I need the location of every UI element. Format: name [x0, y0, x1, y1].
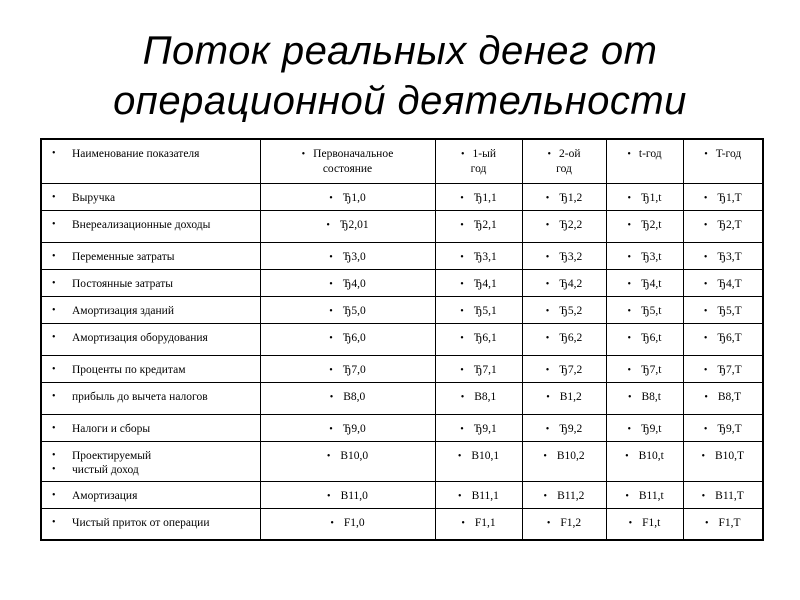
- bullet-icon: •: [457, 450, 462, 462]
- bullet-icon: •: [329, 423, 333, 435]
- cell-value: В10,t: [638, 449, 664, 462]
- bullet-icon: •: [329, 332, 333, 344]
- row-label-cell: [41, 296, 260, 323]
- cell-value: Ђ2,T: [717, 218, 742, 231]
- cell-value: Ђ1,2: [559, 191, 583, 204]
- row-label-cell: [41, 355, 260, 382]
- bullet-icon: •: [460, 278, 464, 290]
- table-row: [41, 183, 763, 210]
- cell-value: Ђ6,2: [559, 331, 583, 344]
- value-cell: [683, 183, 763, 210]
- bullet-icon: •: [627, 278, 632, 290]
- value-cell: [522, 355, 606, 382]
- value-cell: [606, 210, 683, 242]
- table-row: [41, 382, 763, 414]
- row-label: Налоги и сборы: [72, 422, 151, 435]
- bullet-icon: •: [627, 305, 632, 317]
- value-cell: [522, 210, 606, 242]
- table-row: [41, 269, 763, 296]
- cell-value: Ђ2,01: [339, 218, 369, 231]
- value-cell: [435, 323, 522, 355]
- cell-value: Ђ4,1: [473, 277, 497, 290]
- value-cell: [683, 414, 763, 441]
- value-cell: [606, 183, 683, 210]
- table-row: [41, 296, 763, 323]
- row-label: прибыль до вычета налогов: [72, 390, 208, 403]
- value-cell: [435, 441, 522, 481]
- cell-value: В1,2: [559, 390, 582, 403]
- cell-value: В10,0: [340, 449, 369, 462]
- value-cell: [606, 414, 683, 441]
- cell-value: Ђ9,1: [473, 422, 497, 435]
- header-year2-line1: 2-ой: [559, 148, 581, 160]
- table-row: [41, 242, 763, 269]
- value-cell: [260, 210, 435, 242]
- bullet-icon: •: [704, 517, 709, 529]
- row-label: Выручка: [72, 191, 116, 204]
- cell-value: Ђ5,T: [717, 304, 742, 317]
- cell-value: Ђ1,t: [641, 191, 662, 204]
- row-label-cell: [41, 382, 260, 414]
- value-cell: [683, 210, 763, 242]
- value-cell: [522, 441, 606, 481]
- slide-title: [40, 26, 760, 126]
- value-cell: [522, 242, 606, 269]
- cell-value: F1,T: [718, 516, 741, 529]
- value-cell: [435, 382, 522, 414]
- bullet-icon: •: [543, 490, 548, 502]
- bullet-icon: •: [703, 332, 708, 344]
- cell-value: Ђ3,t: [641, 250, 662, 263]
- bullet-icon: •: [703, 364, 708, 376]
- cell-value: Ђ4,t: [641, 277, 662, 290]
- value-cell: [260, 296, 435, 323]
- bullet-icon: •: [461, 149, 465, 160]
- bullet-icon: •: [460, 364, 464, 376]
- bullet-icon: •: [627, 332, 632, 344]
- bullet-icon: •: [545, 332, 550, 344]
- bullet-icon: •: [545, 278, 550, 290]
- value-cell: [522, 183, 606, 210]
- cell-value: Ђ5,t: [641, 304, 662, 317]
- value-cell: [606, 269, 683, 296]
- cell-value: Ђ3,T: [717, 250, 742, 263]
- row-label-cell: [41, 441, 260, 481]
- table-row: [41, 414, 763, 441]
- value-cell: [260, 382, 435, 414]
- bullet-icon: •: [460, 219, 464, 231]
- row-label: Амортизация зданий: [72, 304, 174, 317]
- value-cell: [683, 269, 763, 296]
- header-cell-year2: [522, 139, 606, 183]
- row-label-cell: [41, 242, 260, 269]
- bullet-icon: •: [52, 277, 56, 289]
- value-cell: [606, 441, 683, 481]
- cell-value: В10,T: [714, 449, 745, 462]
- bullet-icon: •: [703, 423, 708, 435]
- bullet-icon: •: [52, 363, 56, 375]
- value-cell: [260, 323, 435, 355]
- cell-value: Ђ9,T: [717, 422, 742, 435]
- header-name-label: Наименование показателя: [72, 148, 200, 160]
- cell-value: Ђ7,T: [717, 363, 742, 376]
- value-cell: [522, 414, 606, 441]
- bullet-icon: •: [330, 517, 334, 529]
- row-label: Постоянные затраты: [72, 277, 173, 290]
- value-cell: [606, 382, 683, 414]
- cell-value: Ђ5,0: [342, 304, 366, 317]
- cell-value: Ђ6,t: [641, 331, 662, 344]
- cell-value: Ђ3,1: [473, 250, 497, 263]
- value-cell: [260, 441, 435, 481]
- header-year1-line1: 1-ый: [472, 148, 496, 160]
- slide-title-line-1: Поток реальных денег от: [142, 29, 658, 73]
- bullet-icon: •: [703, 219, 708, 231]
- value-cell: [683, 481, 763, 508]
- value-cell: [435, 242, 522, 269]
- value-cell: [606, 481, 683, 508]
- value-cell: [435, 183, 522, 210]
- bullet-icon: •: [461, 517, 465, 529]
- value-cell: [260, 269, 435, 296]
- bullet-icon: •: [704, 391, 708, 403]
- table-row: [41, 210, 763, 242]
- value-cell: [435, 210, 522, 242]
- cell-value: В10,2: [556, 449, 585, 462]
- cell-value: Ђ1,T: [717, 191, 742, 204]
- bullet-icon: •: [546, 391, 550, 403]
- bullet-icon: •: [52, 463, 56, 475]
- row-label: Чистый приток от операции: [72, 516, 210, 529]
- value-cell: [606, 242, 683, 269]
- table-row: [41, 481, 763, 508]
- table-header-row: [41, 139, 763, 183]
- table-body: [41, 183, 763, 540]
- bullet-icon: •: [329, 251, 333, 263]
- cell-value: Ђ5,1: [473, 304, 497, 317]
- bullet-icon: •: [545, 364, 550, 376]
- bullet-icon: •: [627, 219, 632, 231]
- cell-value: Ђ4,0: [342, 277, 366, 290]
- value-cell: [260, 481, 435, 508]
- bullet-icon: •: [52, 390, 56, 402]
- cell-value: В11,0: [340, 489, 368, 502]
- bullet-icon: •: [52, 191, 56, 203]
- value-cell: [435, 355, 522, 382]
- bullet-icon: •: [460, 192, 464, 204]
- bullet-icon: •: [460, 423, 464, 435]
- cell-value: Ђ9,2: [559, 422, 583, 435]
- cash-flow-table: [40, 138, 764, 541]
- bullet-icon: •: [627, 391, 632, 403]
- value-cell: [683, 296, 763, 323]
- header-initial-line2: состояние: [322, 163, 373, 175]
- bullet-icon: •: [329, 391, 334, 403]
- bullet-icon: •: [627, 149, 631, 160]
- bullet-icon: •: [52, 304, 56, 316]
- value-cell: [606, 355, 683, 382]
- table-row: [41, 441, 763, 481]
- cell-value: Ђ7,0: [342, 363, 366, 376]
- bullet-icon: •: [460, 251, 464, 263]
- value-cell: [683, 382, 763, 414]
- slide-title-line-2: операционной деятельности: [113, 79, 687, 123]
- cell-value: Ђ6,1: [473, 331, 497, 344]
- value-cell: [260, 242, 435, 269]
- value-cell: [435, 481, 522, 508]
- header-year-T: T-год: [715, 148, 742, 160]
- header-cell-initial: [260, 139, 435, 183]
- bullet-icon: •: [547, 149, 552, 160]
- cell-value: Ђ2,2: [559, 218, 583, 231]
- cell-value: В8,t: [641, 390, 661, 403]
- cell-value: F1,2: [560, 516, 582, 529]
- value-cell: [683, 242, 763, 269]
- bullet-icon: •: [701, 490, 706, 502]
- cell-value: Ђ9,0: [342, 422, 366, 435]
- value-cell: [260, 508, 435, 540]
- value-cell: [435, 414, 522, 441]
- cell-value: В11,2: [557, 489, 585, 502]
- cell-value: В8,0: [343, 390, 366, 403]
- bullet-icon: •: [703, 278, 708, 290]
- bullet-icon: •: [545, 251, 550, 263]
- row-label: Переменные затраты: [72, 250, 175, 263]
- bullet-icon: •: [326, 450, 331, 462]
- cell-value: В11,T: [715, 489, 744, 502]
- row-label: Амортизация: [72, 489, 138, 502]
- cell-value: Ђ6,0: [342, 331, 366, 344]
- header-year2-line2: год: [556, 163, 572, 175]
- bullet-icon: •: [460, 391, 465, 403]
- cell-value: Ђ2,1: [473, 218, 497, 231]
- row-label: чистый доход: [72, 463, 139, 476]
- bullet-icon: •: [52, 516, 56, 528]
- value-cell: [522, 508, 606, 540]
- row-label-cell: [41, 508, 260, 540]
- bullet-icon: •: [52, 449, 56, 461]
- row-label-cell: [41, 183, 260, 210]
- bullet-icon: •: [701, 450, 705, 462]
- value-cell: [260, 414, 435, 441]
- cell-value: F1,0: [343, 516, 365, 529]
- bullet-icon: •: [52, 422, 56, 434]
- header-initial-line1: Первоначальное: [313, 148, 394, 160]
- bullet-icon: •: [460, 305, 464, 317]
- bullet-icon: •: [627, 251, 632, 263]
- bullet-icon: •: [625, 490, 629, 502]
- bullet-icon: •: [546, 517, 551, 529]
- cell-value: Ђ3,2: [559, 250, 583, 263]
- header-cell-year1: [435, 139, 522, 183]
- bullet-icon: •: [627, 364, 632, 376]
- value-cell: [683, 355, 763, 382]
- bullet-icon: •: [545, 219, 550, 231]
- value-cell: [260, 183, 435, 210]
- table-row: [41, 355, 763, 382]
- bullet-icon: •: [52, 489, 56, 501]
- cell-value: В8,1: [474, 390, 497, 403]
- cell-value: F1,1: [474, 516, 496, 529]
- bullet-icon: •: [52, 331, 56, 343]
- value-cell: [606, 508, 683, 540]
- row-label: Внереализационные доходы: [72, 218, 211, 231]
- bullet-icon: •: [545, 423, 550, 435]
- header-cell-name: [41, 139, 260, 183]
- row-label: Амортизация оборудования: [72, 331, 208, 344]
- value-cell: [606, 323, 683, 355]
- bullet-icon: •: [458, 490, 462, 502]
- bullet-icon: •: [329, 305, 333, 317]
- header-cell-year-T: [683, 139, 763, 183]
- bullet-icon: •: [545, 192, 550, 204]
- cell-value: Ђ1,1: [473, 191, 497, 204]
- cell-value: В11,t: [638, 489, 664, 502]
- bullet-icon: •: [627, 423, 632, 435]
- bullet-icon: •: [52, 218, 56, 230]
- bullet-icon: •: [543, 450, 547, 462]
- table-row: [41, 323, 763, 355]
- bullet-icon: •: [703, 251, 708, 263]
- bullet-icon: •: [329, 192, 333, 204]
- cell-value: F1,t: [642, 516, 661, 529]
- bullet-icon: •: [460, 332, 464, 344]
- value-cell: [522, 269, 606, 296]
- value-cell: [683, 508, 763, 540]
- bullet-icon: •: [625, 450, 629, 462]
- cell-value: Ђ7,t: [641, 363, 662, 376]
- bullet-icon: •: [545, 305, 550, 317]
- bullet-icon: •: [52, 148, 56, 159]
- bullet-icon: •: [703, 305, 708, 317]
- row-label: Проценты по кредитам: [72, 363, 186, 376]
- bullet-icon: •: [703, 192, 708, 204]
- table-row: [41, 508, 763, 540]
- value-cell: [522, 296, 606, 323]
- header-year1-line2: год: [470, 163, 487, 175]
- value-cell: [522, 323, 606, 355]
- bullet-icon: •: [329, 278, 333, 290]
- bullet-icon: •: [704, 149, 708, 160]
- value-cell: [260, 355, 435, 382]
- row-label-cell: [41, 414, 260, 441]
- cell-value: Ђ4,2: [559, 277, 583, 290]
- value-cell: [606, 296, 683, 323]
- cell-value: Ђ5,2: [559, 304, 583, 317]
- header-cell-year-t: [606, 139, 683, 183]
- cell-value: Ђ4,T: [717, 277, 742, 290]
- value-cell: [435, 508, 522, 540]
- value-cell: [435, 296, 522, 323]
- cell-value: В10,1: [471, 449, 500, 462]
- cell-value: Ђ1,0: [342, 191, 366, 204]
- header-year-t: t-год: [638, 148, 662, 160]
- bullet-icon: •: [326, 219, 330, 231]
- cell-value: В8,T: [717, 390, 742, 403]
- cell-value: Ђ6,T: [717, 331, 742, 344]
- cell-value: Ђ2,t: [641, 218, 662, 231]
- row-label-cell: [41, 269, 260, 296]
- row-label-cell: [41, 210, 260, 242]
- bullet-icon: •: [327, 490, 331, 502]
- bullet-icon: •: [329, 364, 333, 376]
- cell-value: Ђ3,0: [342, 250, 366, 263]
- value-cell: [683, 441, 763, 481]
- row-label-cell: [41, 481, 260, 508]
- cell-value: Ђ9,t: [641, 422, 662, 435]
- value-cell: [435, 269, 522, 296]
- bullet-icon: •: [627, 192, 632, 204]
- row-label-cell: [41, 323, 260, 355]
- cell-value: Ђ7,1: [473, 363, 497, 376]
- value-cell: [683, 323, 763, 355]
- bullet-icon: •: [52, 250, 56, 262]
- bullet-icon: •: [301, 149, 306, 160]
- value-cell: [522, 382, 606, 414]
- cell-value: В11,1: [471, 489, 499, 502]
- bullet-icon: •: [628, 517, 633, 529]
- cell-value: Ђ7,2: [559, 363, 583, 376]
- row-label: Проектируемый: [72, 449, 152, 462]
- value-cell: [522, 481, 606, 508]
